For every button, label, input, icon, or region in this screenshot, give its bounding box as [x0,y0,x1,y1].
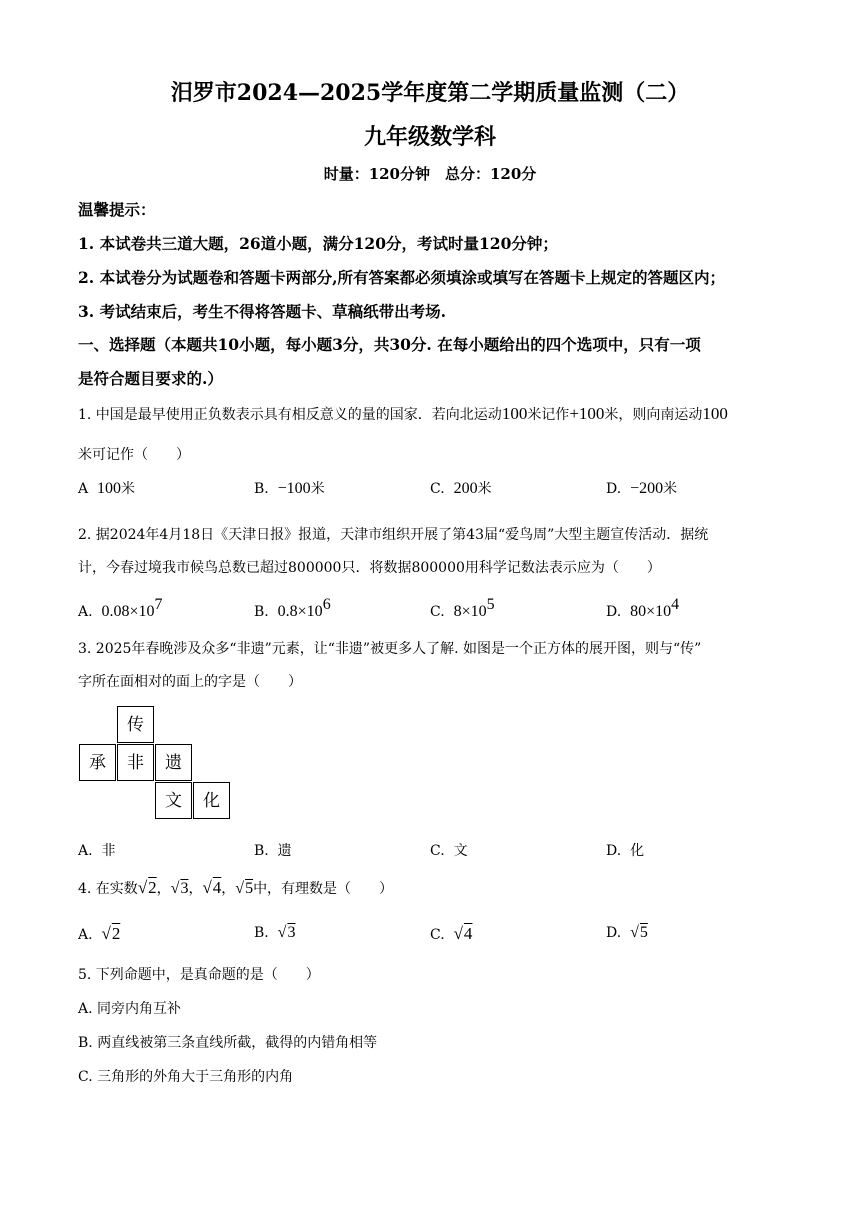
net-face: 化 [193,782,230,819]
option-d[interactable]: D. $80\times 10^4$ [606,596,680,620]
q1-num: 100 [702,404,728,423]
exam-title: 汨罗市2024—2025学年度第二学期质量监测（二） [170,80,690,106]
question-5-stem: 5. 下列命题中，是真命题的是（ ） [78,967,320,983]
option-d[interactable]: D. √5 [606,924,648,941]
question-1-stem-cont: 米可记作（ ） [78,447,190,463]
tip-item: 2. 本试卷分为试题卷和答题卡两部分,所有答案都必须填涂或填写在答题卡上规定的答题区内； [78,268,725,287]
option-b[interactable]: B. $0.8\times 10^6$ [254,596,331,620]
option-a[interactable]: A 100米 [78,480,136,497]
tip-item: 3. 考试结束后，考生不得将答题卡、草稿纸带出考场. [78,302,446,321]
sqrt-expression: √5 [235,880,254,897]
option-c[interactable]: C. 三角形的外角大于三角形的内角 [78,1069,294,1085]
sqrt-expression: √4 [202,878,222,897]
option-a[interactable]: A. 非 [78,843,116,859]
question-1-stem: 1. 中国是最早使用正负数表示具有相反意义的量的国家．若向北运动100米记作+100米，则向南运动100 [78,404,728,423]
option-b[interactable]: B. √3 [254,924,296,941]
option-a[interactable]: A. $0.08\times 10^7$ [78,596,163,620]
option-a[interactable]: A. √2 [78,924,121,943]
sqrt-expression: √3 [170,880,189,897]
section-heading-cont: 是符合题目要求的.） [78,369,223,388]
net-face: 文 [155,782,192,819]
question-2-stem: 2. 据2024年4月18日《天津日报》报道，天津市组织开展了第43届“爱鸟周”大型主题宣传活动．据统 [78,527,709,543]
question-3-stem-cont: 字所在面相对的面上的字是（ ） [78,674,302,690]
option-d[interactable]: D. −200米 [606,480,678,497]
question-4-stem: 4. 在实数√2，√3，√4，√5中，有理数是（ ） [78,878,394,897]
exam-info: 时量：120分钟 总分：120分 [323,165,537,183]
q1-num: +100 [569,404,605,423]
sqrt-expression: √2 [137,878,157,897]
option-b[interactable]: B. −100米 [254,480,325,497]
net-face: 传 [117,706,154,743]
q1-num: 100 [501,404,528,423]
net-face: 非 [117,744,154,781]
option-c[interactable]: C. 文 [430,843,468,859]
option-b[interactable]: B. 遗 [254,843,292,859]
option-a[interactable]: A. 同旁内角互补 [78,1001,182,1017]
option-b[interactable]: B. 两直线被第三条直线所截，截得的内错角相等 [78,1035,378,1051]
exam-subject: 九年级数学科 [363,124,496,150]
option-c[interactable]: C. 200米 [430,480,492,497]
option-d[interactable]: D. 化 [606,843,645,859]
question-2-stem-cont: 计，今春过境我市候鸟总数已超过800000只．将数据800000用科学记数法表示应为（ ） [78,560,661,576]
net-face: 承 [79,744,116,781]
tips-heading: 温馨提示： [78,200,156,219]
tip-item: 1. 本试卷共三道大题，26道小题，满分120分，考试时量120分钟； [78,234,558,253]
option-c[interactable]: C. $8\times 10^5$ [430,596,495,620]
option-c[interactable]: C. √4 [430,924,473,943]
cube-net-figure [79,706,239,820]
net-face: 遗 [155,744,192,781]
question-3-stem: 3. 2025年春晚涉及众多“非遗”元素，让“非遗”被更多人了解. 如图是一个正方体的展开图，则与“传” [78,641,702,657]
section-heading: 一、选择题（本题共10小题，每小题3分，共30分. 在每小题给出的四个选项中，只有一项 [78,335,701,354]
